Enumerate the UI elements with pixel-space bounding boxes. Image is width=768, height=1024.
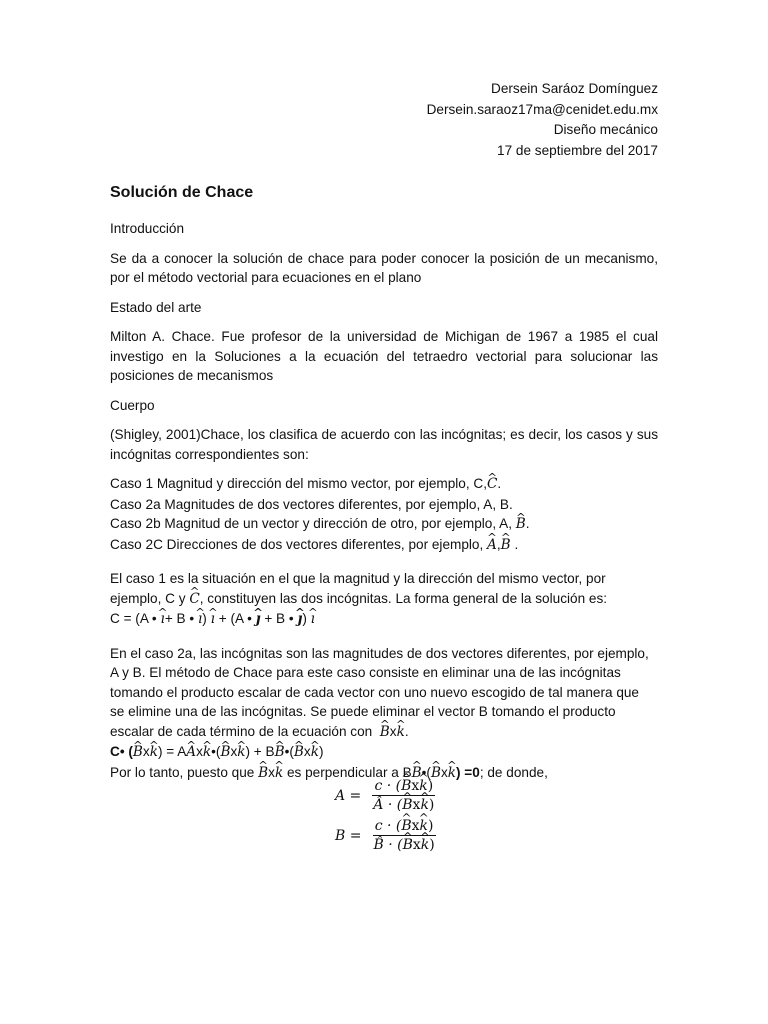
formula-B: B = $\frac{c \cdot (\^{} Bx\^{} k)}{B̂ \cdot (\^{} Bx\^{} k)}$ — [335, 818, 437, 853]
header-block — [427, 79, 658, 161]
course-name: Diseño mecánico — [553, 122, 658, 137]
case2-paragraph — [110, 644, 658, 784]
author-email: Dersein.saraoz17ma@cenidet.edu.mx — [426, 101, 658, 117]
case2-line-2: A y B. El método de Chace para este caso consiste en eliminar una de las incógnitas — [110, 665, 621, 680]
case2-line-4: se elimine una de las incógnitas. Se puede eliminar el vector B tomando el producto — [110, 704, 616, 719]
case2-line-7: Por lo tanto, puesto que ^ Bx^ k es perpendicular a B^ B•(^ Bx^ k) =0; de donde, — [110, 763, 658, 784]
case1-line-1: El caso 1 es la situación en el que la magnitud y la dirección del mismo vector, por — [110, 571, 606, 586]
case2-equation: C• (^ Bx^ k) = A^ Ax^ k•(^ Bx^ k) + B^ B•(^ Bx^ k) — [110, 742, 658, 763]
document-title: Solución de Chace — [110, 184, 254, 201]
case2-line-5: escalar de cada término de la ecuación con ^ Bx^ k. — [110, 722, 658, 743]
body-paragraph: (Shigley, 2001)Chace, los clasifica de acuerdo con las incógnitas; es decir, los casos y sus incógnitas correspondientes son: — [110, 427, 658, 462]
section-heading-intro: Introducción — [110, 221, 185, 236]
case-2a: Caso 2a Magnitudes de dos vectores diferentes, por ejemplo, A, B. — [110, 496, 513, 512]
case-2b: Caso 2b Magnitud de un vector y dirección de otro, por ejemplo, A, ^ B. — [110, 514, 658, 535]
section-heading-body: Cuerpo — [110, 397, 155, 413]
case1-line-2: ejemplo, C y ^ C, constituyen las dos incógnitas. La forma general de la solución es: — [110, 589, 658, 610]
formula-A: A = $\frac{c \cdot (\^{} Bx\^{} k)}{Â \cdot (\^{} Bx\^{} k)}$ — [335, 778, 436, 813]
case1-paragraph — [110, 569, 658, 630]
case-1: Caso 1 Magnitud y dirección del mismo vector, por ejemplo, C,^ C. — [110, 474, 658, 495]
author-name: Dersein Saráoz Domínguez — [491, 81, 658, 96]
document-body — [110, 184, 658, 783]
case-list — [110, 474, 658, 555]
case2-line-1: En el caso 2a, las incógnitas son las magnitudes de dos vectores diferentes, por ejemplo, — [110, 645, 649, 661]
case2-line-3: tomando el producto escalar de cada vector con uno nuevo escogido de tal manera que — [110, 684, 639, 700]
intro-paragraph: Se da a conocer la solución de chace para poder conocer la posición de un mecanismo, por el método vectorial para ecuaciones en el plano — [110, 250, 658, 285]
state-paragraph: Milton A. Chace. Fue profesor de la universidad de Michigan de 1967 a 1985 el cual investigo en la Soluciones a la ecuación del tetraedro vectorial para solucionar las posiciones de mecanismos — [110, 329, 658, 383]
section-heading-state: Estado del arte — [110, 299, 202, 315]
case1-formula: C = (A • ^ ı+ B • ^ ı) ^ ı + (A • ^ ȷ + B • ^ ȷ) ^ ı — [110, 609, 658, 630]
document-date: 17 de septiembre del 2017 — [497, 142, 658, 158]
case-2c: Caso 2C Direcciones de dos vectores diferentes, por ejemplo, ^ A,^ B . — [110, 535, 658, 556]
